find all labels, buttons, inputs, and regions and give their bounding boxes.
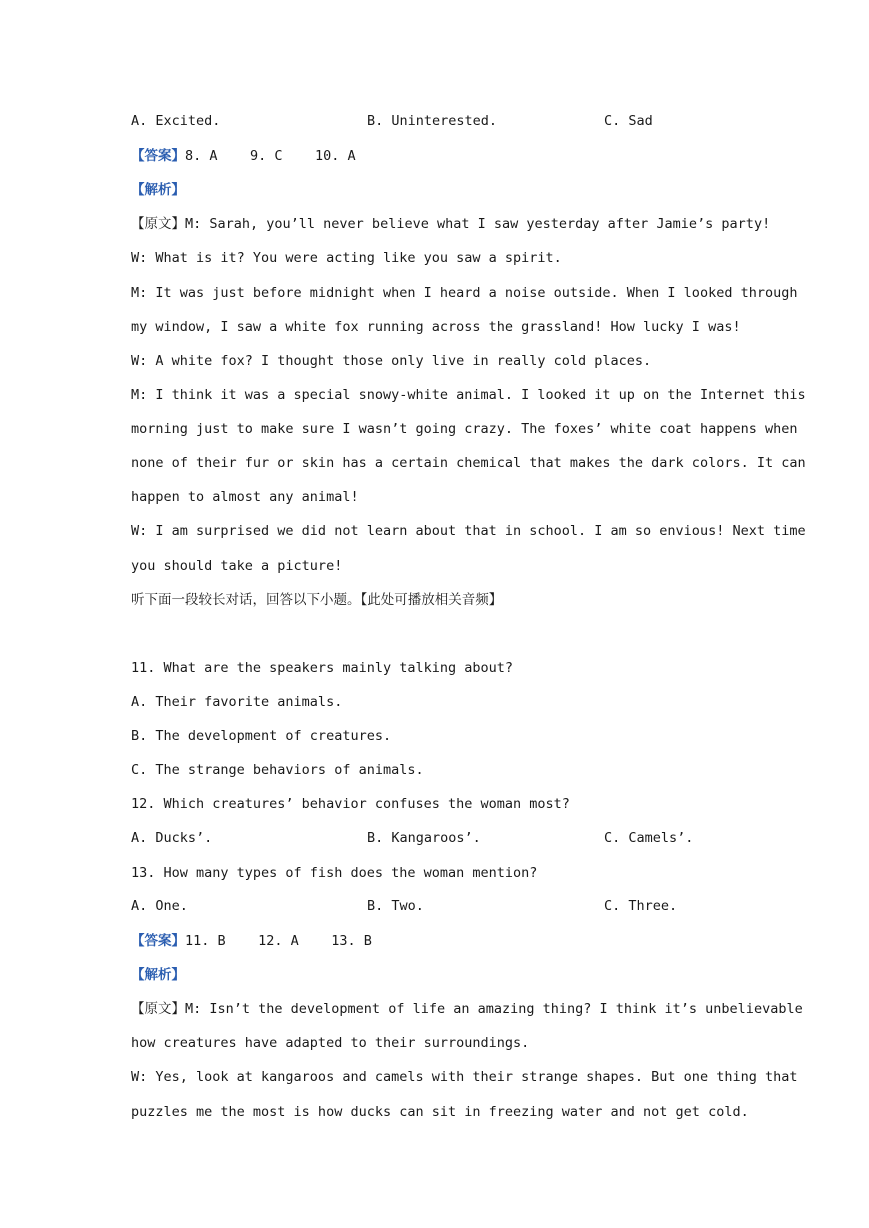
listening-instruction: 听下面一段较长对话，回答以下小题。【此处可播放相关音频】	[131, 592, 503, 608]
option-a: A. Ducks’.	[131, 830, 213, 846]
option-b: B. The development of creatures.	[131, 728, 392, 744]
transcript-line: W: What is it? You were acting like you saw a spirit.	[131, 250, 562, 266]
transcript-line: morning just to make sure I wasn’t going crazy. The foxes’ white coat happens when	[131, 421, 798, 437]
transcript-line: 【原文】M: Isn’t the development of life an amazing thing? I think it’s unbelievable	[131, 1001, 803, 1017]
option-b: B. Two.	[367, 898, 424, 914]
transcript-line: how creatures have adapted to their surroundings.	[131, 1035, 530, 1051]
question-stem: 11. What are the speakers mainly talking about?	[131, 660, 514, 676]
transcript-line: M: It was just before midnight when I heard a noise outside. When I looked through	[131, 285, 798, 301]
option-a: A. Excited.	[131, 113, 221, 129]
question-stem: 12. Which creatures’ behavior confuses the woman most?	[131, 796, 570, 812]
option-c: C. Sad	[604, 113, 653, 129]
answer-text: 8. A 9. C 10. A	[185, 148, 356, 164]
answer-line	[131, 932, 737, 950]
transcript-line: W: I am surprised we did not learn about that in school. I am so envious! Next time	[131, 523, 806, 539]
option-a: A. One.	[131, 898, 188, 914]
transcript-line: puzzles me the most is how ducks can sit in freezing water and not get cold.	[131, 1104, 749, 1120]
answer-text: 11. B 12. A 13. B	[185, 933, 372, 949]
transcript-line: W: A white fox? I thought those only live in really cold places.	[131, 353, 652, 369]
question-stem: 13. How many types of fish does the woman mention?	[131, 865, 538, 881]
option-a: A. Their favorite animals.	[131, 694, 343, 710]
option-b: B. Uninterested.	[367, 113, 498, 129]
transcript-line: my window, I saw a white fox running across the grassland! How lucky I was!	[131, 319, 741, 335]
option-c: C. Camels’.	[604, 830, 694, 846]
transcript-line: none of their fur or skin has a certain chemical that makes the dark colors. It can	[131, 455, 806, 471]
answer-label: 【答案】	[131, 148, 185, 164]
transcript-line: 【原文】M: Sarah, you’ll never believe what I saw yesterday after Jamie’s party!	[131, 216, 771, 232]
option-b: B. Kangaroos’.	[367, 830, 481, 846]
option-c: C. Three.	[604, 898, 678, 914]
answer-label: 【答案】	[131, 933, 185, 949]
analysis-label: 【解析】	[131, 967, 185, 983]
answer-line	[131, 147, 737, 165]
transcript-line: you should take a picture!	[131, 558, 343, 574]
analysis-label: 【解析】	[131, 182, 185, 198]
transcript-line: W: Yes, look at kangaroos and camels with their strange shapes. But one thing that	[131, 1069, 798, 1085]
option-c: C. The strange behaviors of animals.	[131, 762, 424, 778]
transcript-line: happen to almost any animal!	[131, 489, 359, 505]
transcript-line: M: I think it was a special snowy-white animal. I looked it up on the Internet this	[131, 387, 806, 403]
